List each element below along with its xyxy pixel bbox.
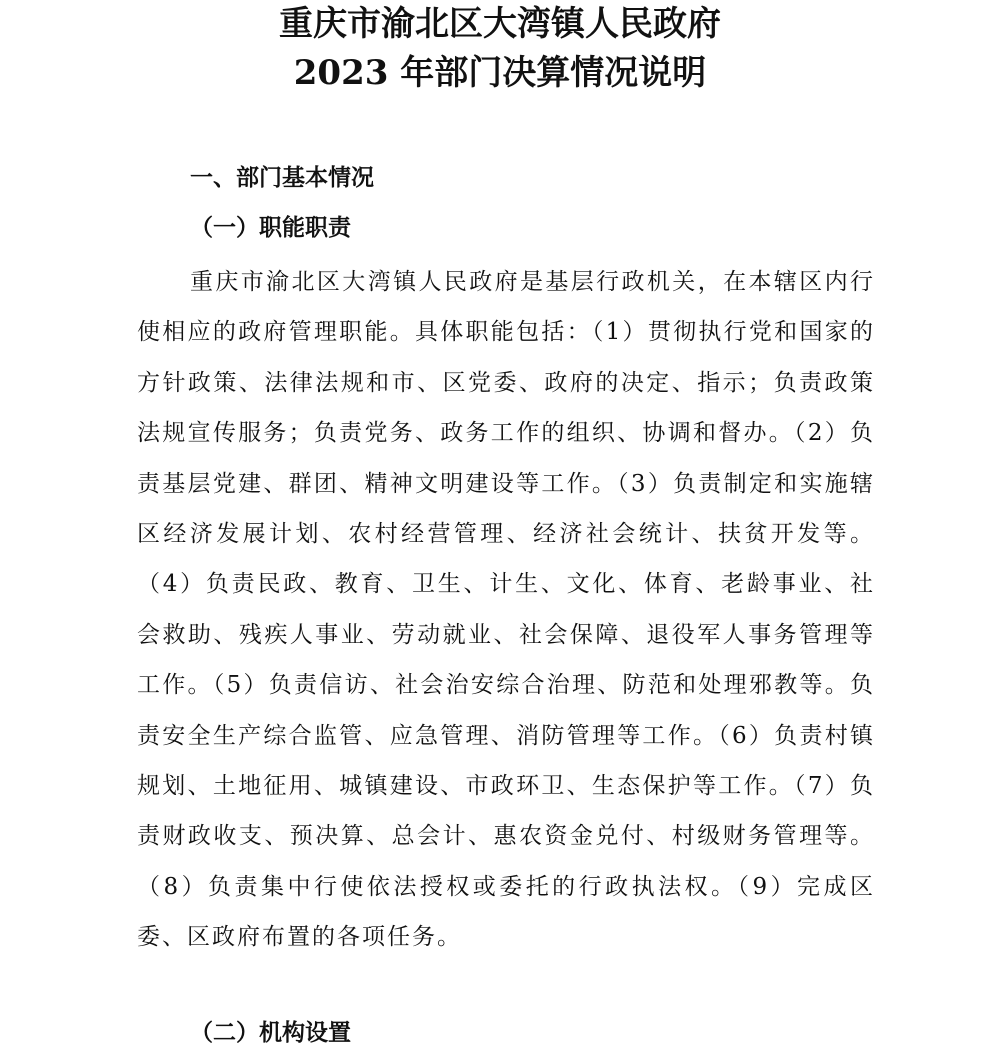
subsection-heading-functions: （一）职能职责 (190, 214, 351, 241)
functions-paragraph: 重庆市渝北区大湾镇人民政府是基层行政机关，在本辖区内行使相应的政府管理职能。具体职能包括：（1）贯彻执行党和国家的方针政策、法律法规和市、区党委、政府的决定、指示；负责政策法规宣传服务；负责党务、政务工作的组织、协调和督办。（2）负责基层党建、群团、精神文明建设等工作。（3）负责制定和实施辖区经济发展计划、农村经营管理、经济社会统计、扶贫开发等。（4）负责民政、教育、卫生、计生、文化、体育、老龄事业、社会救助、残疾人事业、劳动就业、社会保障、退役军人事务管理等工作。（5）负责信访、社会治安综合治理、防范和处理邪教等。负责安全生产综合监管、应急管理、消防管理等工作。（6）负责村镇规划、土地征用、城镇建设、市政环卫、生态保护等工作。（7）负责财政收支、预决算、总会计、惠农资金兑付、村级财务管理等。（8）负责集中行使依法授权或委托的行政执法权。（9）完成区委、区政府布置的各项任务。 (137, 269, 875, 951)
document-title-line-1: 重庆市渝北区大湾镇人民政府 (279, 4, 721, 44)
document-title-line-2: 2023 年部门决算情况说明 (293, 53, 707, 93)
subsection-heading-organization: （二）机构设置 (190, 1019, 351, 1046)
section-heading-basic-info: 一、部门基本情况 (190, 164, 374, 191)
